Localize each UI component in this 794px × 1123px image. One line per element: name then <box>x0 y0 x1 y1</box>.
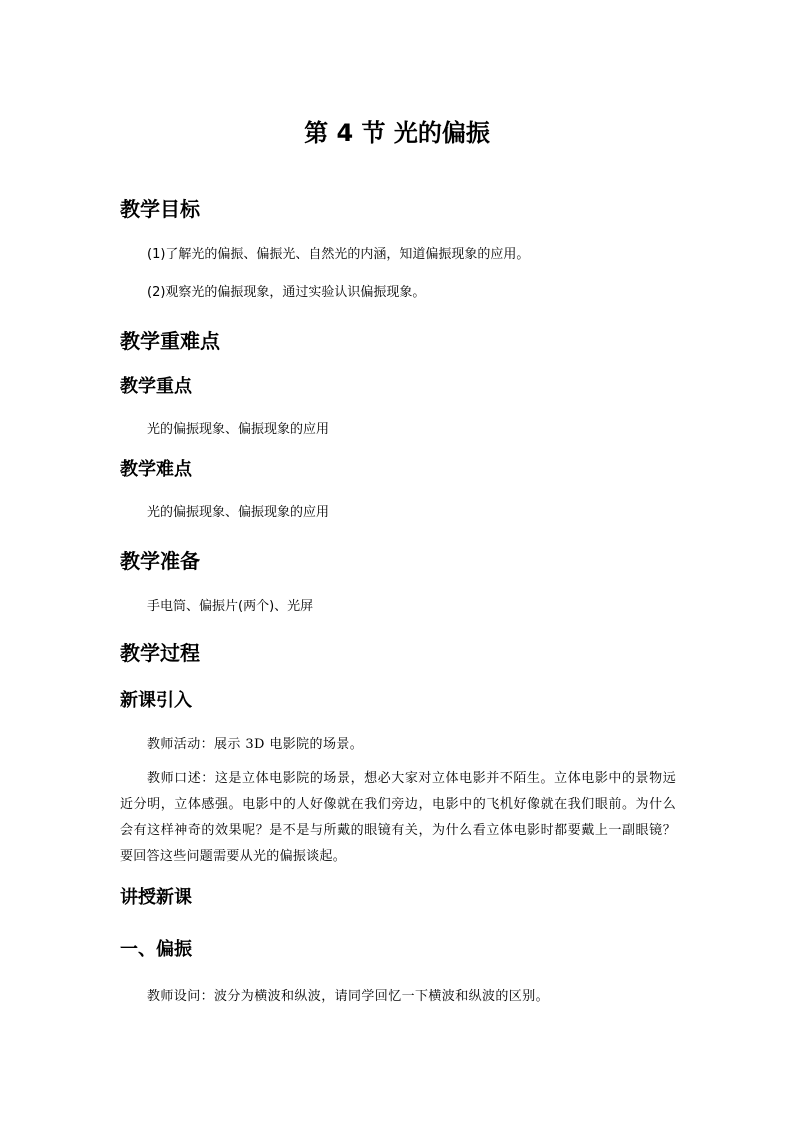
objective-item-2: (2)观察光的偏振现象，通过实验认识偏振现象。 <box>147 285 426 300</box>
difficult-points-text: 光的偏振现象、偏振现象的应用 <box>147 505 330 520</box>
intro-narration: 教师口述：这是立体电影院的场景，想必大家对立体电影并不陌生。立体电影中的景物远近分明，立体感强。电影中的人好像就在我们旁边，电影中的飞机好像就在我们眼前。为什么会有这样神奇的效果呢？是不是与所戴的眼镜有关，为什么看立体电影时都要戴上一副眼镜？要回答这些问题需要从光的偏振谈起。 <box>120 771 676 864</box>
page-title: 第 4 节 光的偏振 <box>304 119 490 147</box>
section-polarization-heading: 一、偏振 <box>120 939 192 960</box>
intro-heading: 新课引入 <box>120 690 192 711</box>
teacher-question: 教师设问：波分为横波和纵波，请同学回忆一下横波和纵波的区别。 <box>147 989 550 1004</box>
key-points-text: 光的偏振现象、偏振现象的应用 <box>147 422 330 437</box>
objective-item-1: (1)了解光的偏振、偏振光、自然光的内涵，知道偏振现象的应用。 <box>147 247 530 262</box>
intro-activity: 教师活动：展示 3D 电影院的场景。 <box>147 737 364 752</box>
difficult-points-heading: 教学难点 <box>120 459 192 480</box>
preparation-text: 手电筒、偏振片(两个)、光屏 <box>147 599 314 614</box>
preparation-heading: 教学准备 <box>120 549 200 573</box>
objectives-heading: 教学目标 <box>120 197 200 221</box>
new-lesson-heading: 讲授新课 <box>120 887 192 908</box>
process-heading: 教学过程 <box>120 641 200 665</box>
key-points-heading: 教学重点 <box>120 376 192 397</box>
key-difficult-heading: 教学重难点 <box>120 329 220 353</box>
